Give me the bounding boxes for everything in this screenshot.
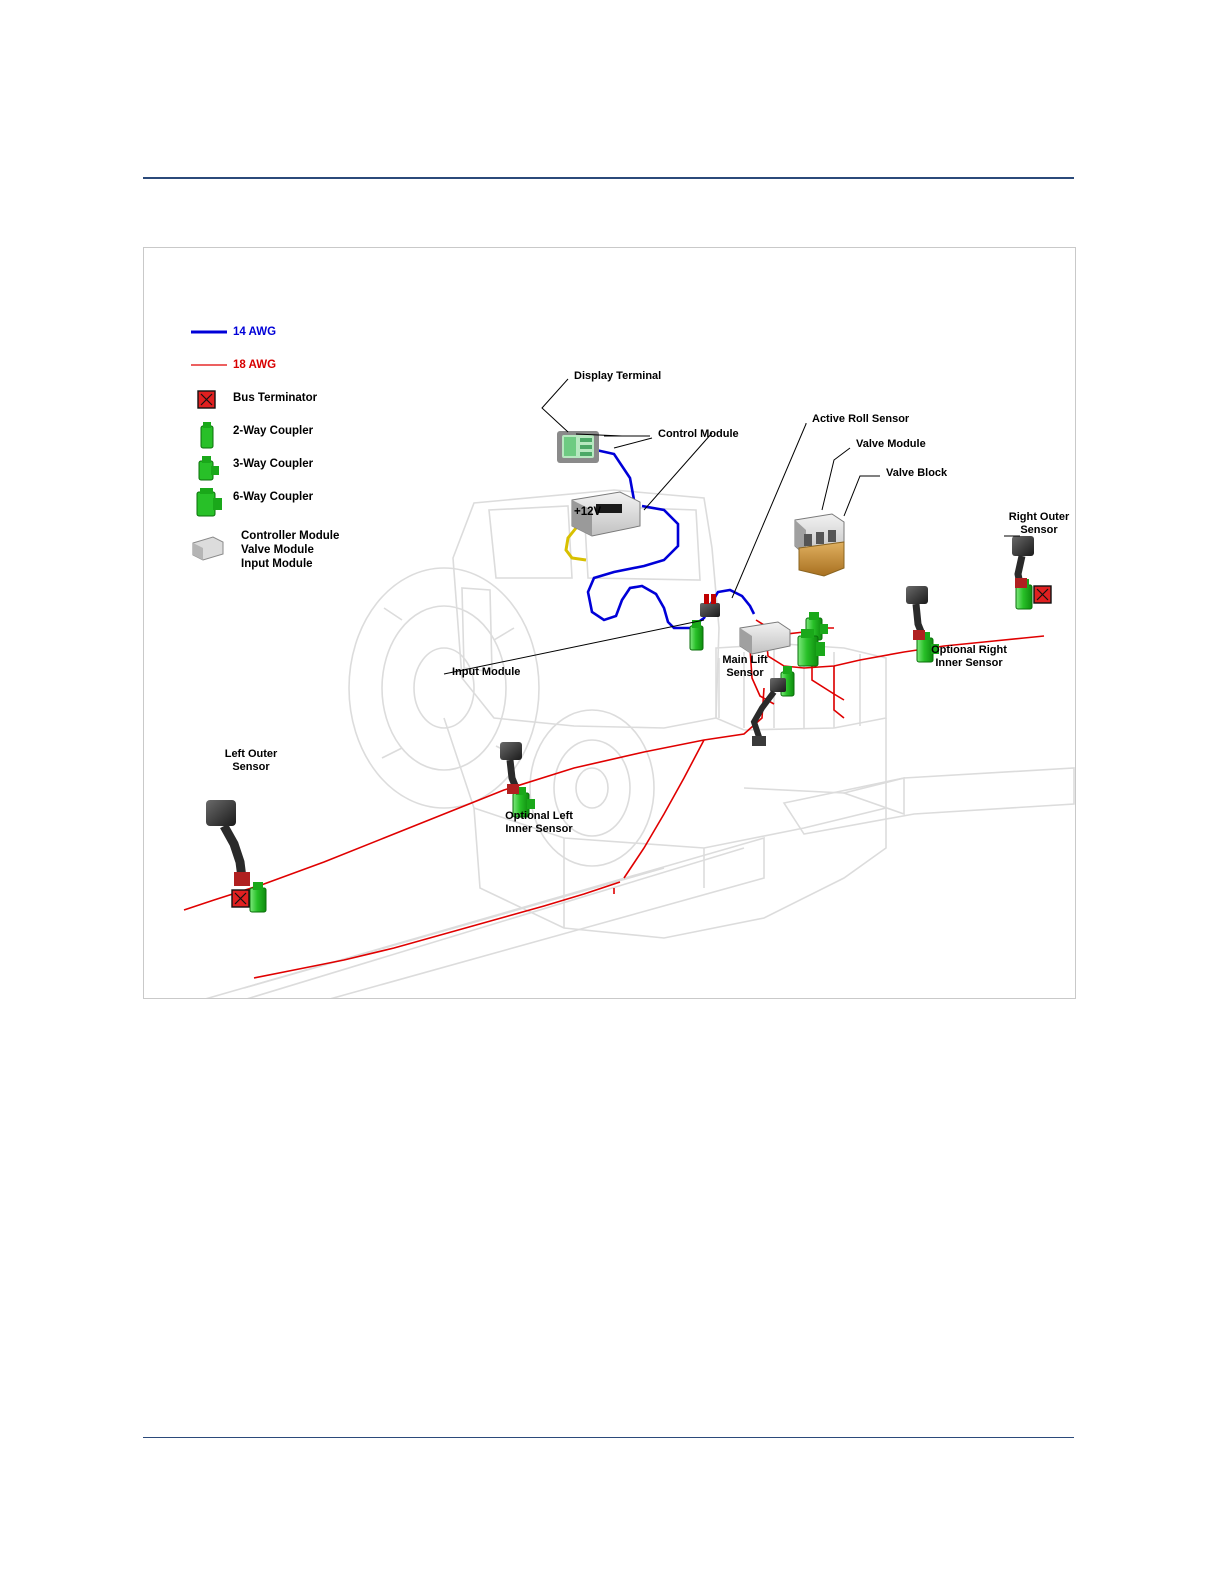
callout-optional-right-inner-line2: Inner Sensor	[935, 657, 1003, 669]
three-way-coupler-icon	[189, 455, 233, 485]
wire-18awg	[184, 620, 1044, 978]
legend-label-modules	[241, 529, 339, 571]
wiring-diagram-figure	[143, 247, 1076, 999]
legend-item-18awg	[189, 356, 489, 389]
callout-valve-module: Valve Module	[856, 438, 926, 450]
legend-label-valve-module: Valve Module	[241, 544, 314, 556]
legend-label-6-way-coupler: 6-Way Coupler	[233, 491, 314, 503]
legend-label-18awg: 18 AWG	[233, 359, 277, 371]
callout-left-outer-sensor	[196, 748, 306, 774]
legend-label-14awg: 14 AWG	[233, 326, 277, 338]
callout-optional-left-inner-line1: Optional Left	[505, 810, 573, 822]
callout-optional-left-inner-line2: Inner Sensor	[505, 823, 573, 835]
legend-label-2-way-coupler: 2-Way Coupler	[233, 425, 314, 437]
callout-left-outer-sensor-line2: Sensor	[232, 761, 270, 773]
callout-power-12v: +12V	[574, 506, 602, 518]
legend	[189, 323, 489, 577]
callout-optional-right-inner-line1: Optional Right	[931, 644, 1007, 656]
callout-optional-right-inner-sensor	[904, 644, 1034, 670]
legend-item-2-way-coupler	[189, 422, 489, 455]
legend-label-bus-terminator: Bus Terminator	[233, 392, 318, 404]
callout-input-module: Input Module	[452, 666, 521, 678]
legend-label-input-module: Input Module	[241, 558, 313, 570]
display-terminal-icon	[557, 431, 599, 463]
sensor-icons	[206, 536, 1034, 886]
legend-item-14awg	[189, 323, 489, 356]
callout-valve-block: Valve Block	[886, 467, 948, 479]
callout-leaders	[444, 379, 1020, 674]
legend-item-6-way-coupler	[189, 488, 489, 521]
callout-right-outer-sensor-line1: Right Outer	[1008, 511, 1070, 523]
legend-item-modules	[189, 530, 489, 577]
module-box-icon	[189, 533, 233, 563]
callout-display-terminal: Display Terminal	[574, 370, 662, 382]
callout-main-lift-sensor	[700, 654, 790, 680]
callout-main-lift-sensor-line1: Main Lift	[722, 654, 768, 666]
two-way-coupler-icon	[189, 422, 233, 452]
legend-item-3-way-coupler	[189, 455, 489, 488]
callout-left-outer-sensor-line1: Left Outer	[224, 748, 278, 760]
callout-right-outer-sensor	[984, 511, 1094, 537]
legend-label-3-way-coupler: 3-Way Coupler	[233, 458, 314, 470]
bus-terminator-icon	[189, 389, 233, 419]
callout-optional-left-inner-sensor	[474, 810, 604, 836]
wire-14awg	[588, 450, 754, 628]
legend-item-bus-terminator	[189, 389, 489, 422]
input-module-icon	[740, 622, 790, 654]
footer-rule	[143, 1437, 1074, 1438]
callout-main-lift-sensor-line2: Sensor	[726, 667, 764, 679]
six-way-coupler-icon	[189, 488, 233, 518]
header-rule	[143, 177, 1074, 179]
valve-assembly-icon	[795, 514, 844, 576]
line-18awg-icon	[189, 356, 233, 386]
callout-right-outer-sensor-line2: Sensor	[1020, 524, 1058, 536]
callout-active-roll-sensor: Active Roll Sensor	[812, 413, 910, 425]
callout-control-module: Control Module	[658, 428, 739, 440]
figure-canvas	[144, 248, 1075, 998]
line-14awg-icon	[189, 323, 233, 353]
coupler-icons	[250, 579, 1032, 912]
legend-label-controller-module: Controller Module	[241, 530, 340, 542]
